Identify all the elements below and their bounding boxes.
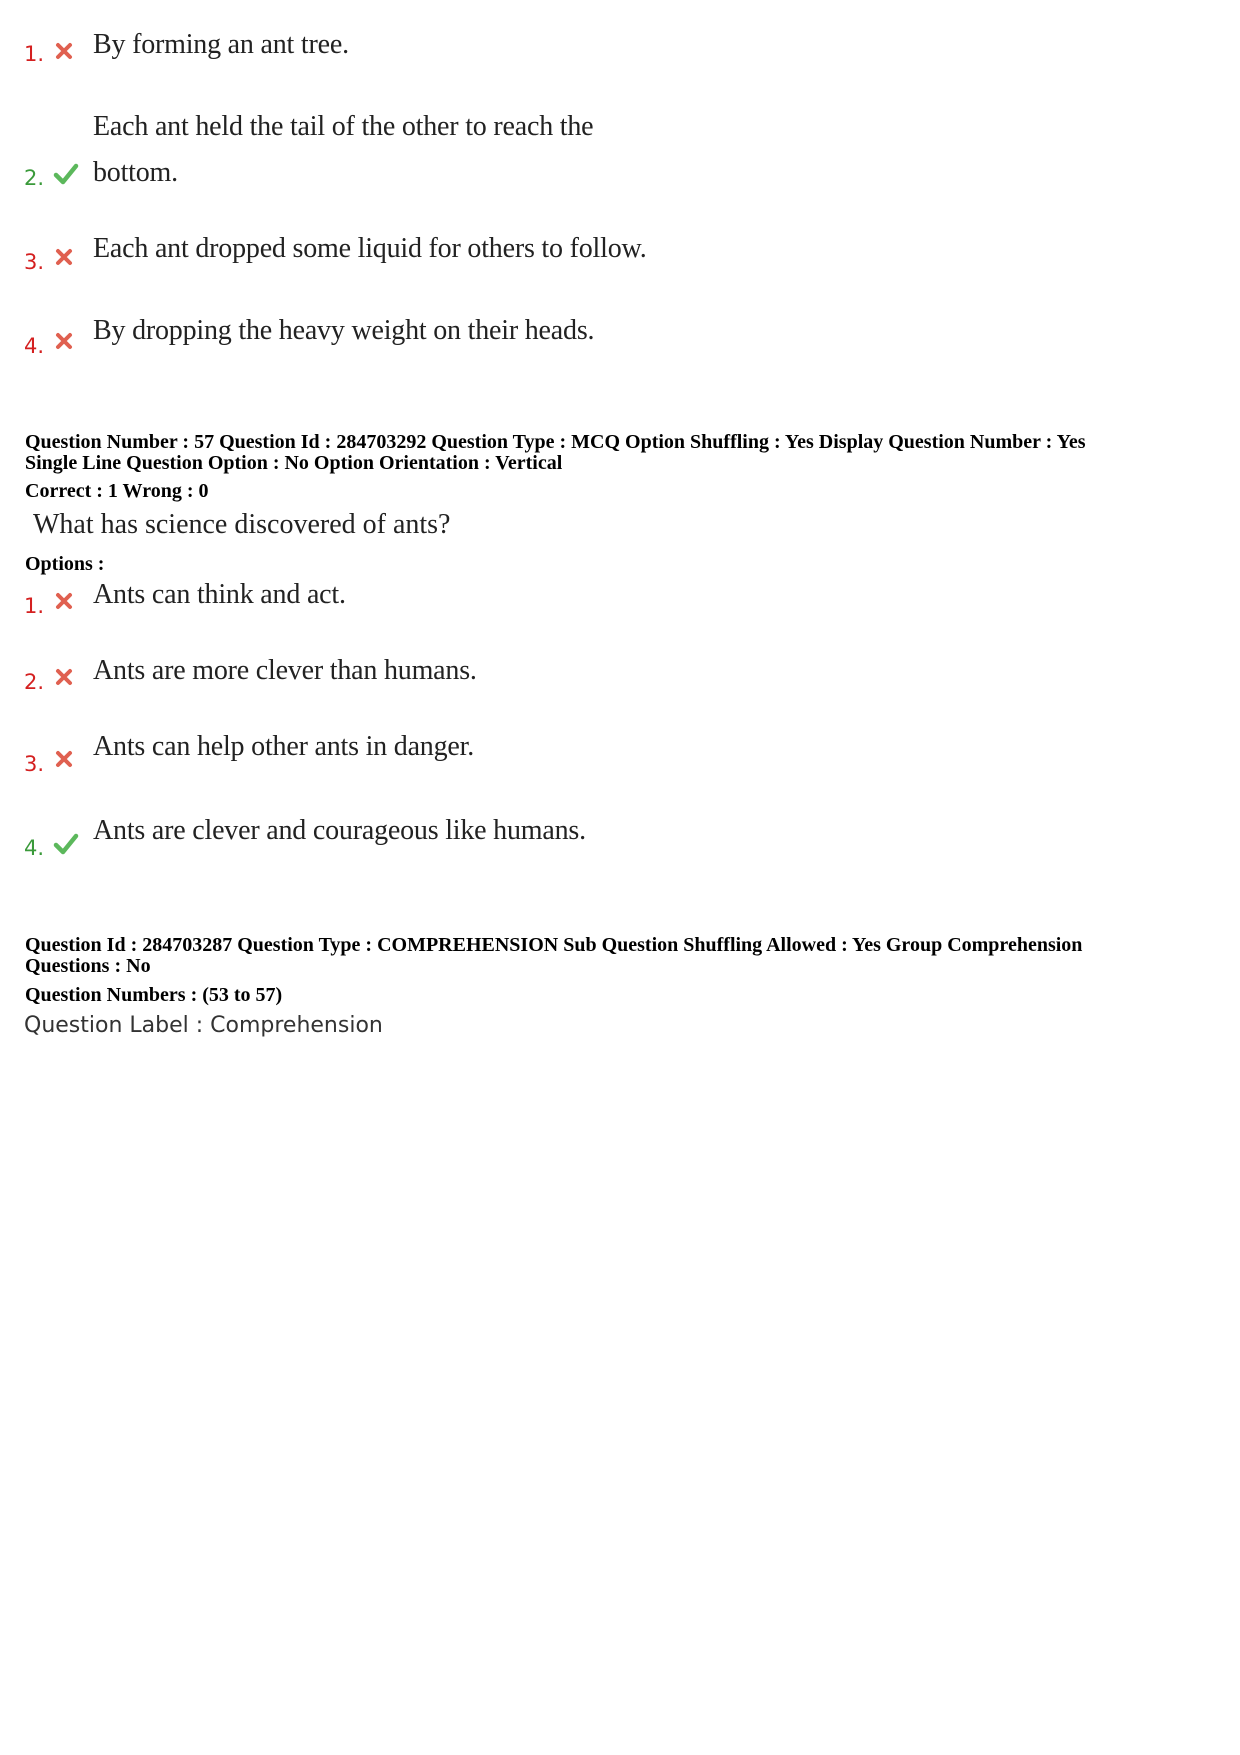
option-number: 3.	[24, 250, 45, 274]
option-number: 1.	[24, 594, 45, 618]
wrong-cross-icon	[53, 330, 79, 354]
option-number: 3.	[24, 752, 45, 776]
correct-check-icon	[53, 832, 79, 856]
option-text: Ants are more clever than humans.	[93, 655, 477, 686]
wrong-cross-icon	[53, 246, 79, 270]
question-stem: What has science discovered of ants?	[33, 509, 451, 540]
comprehension-question-numbers: Question Numbers : (53 to 57)	[25, 984, 283, 1006]
options-label: Options :	[25, 553, 105, 575]
comprehension-meta-line-1: Question Id : 284703287 Question Type : COMPREHENSION Sub Question Shuffling Allowed : Yes Group Comprehension	[25, 934, 1083, 956]
option-number: 4.	[24, 334, 45, 358]
option-text: Ants can think and act.	[93, 579, 346, 610]
option-number: 2.	[24, 670, 45, 694]
wrong-cross-icon	[53, 40, 79, 64]
comprehension-meta-line-2: Questions : No	[25, 955, 151, 977]
option-text: Each ant held the tail of the other to reach the bottom.	[93, 111, 594, 188]
wrong-cross-icon	[53, 666, 79, 690]
correct-check-icon	[53, 162, 79, 186]
question-label: Question Label : Comprehension	[24, 1013, 383, 1038]
option-text: Ants can help other ants in danger.	[93, 731, 475, 762]
option-number: 4.	[24, 836, 45, 860]
question-meta-line-2: Single Line Question Option : No Option Orientation : Vertical	[25, 452, 563, 474]
question-marks: Correct : 1 Wrong : 0	[25, 480, 209, 502]
wrong-cross-icon	[53, 748, 79, 772]
option-text: By dropping the heavy weight on their heads.	[93, 315, 595, 346]
option-number: 1.	[24, 42, 45, 66]
option-text: Ants are clever and courageous like humans.	[93, 815, 586, 846]
wrong-cross-icon	[53, 590, 79, 614]
option-text: Each ant dropped some liquid for others to follow.	[93, 233, 647, 264]
option-number: 2.	[24, 166, 45, 190]
option-text: By forming an ant tree.	[93, 29, 349, 60]
question-meta-line-1: Question Number : 57 Question Id : 284703292 Question Type : MCQ Option Shuffling : Yes Display Question Number : Yes	[25, 431, 1086, 453]
